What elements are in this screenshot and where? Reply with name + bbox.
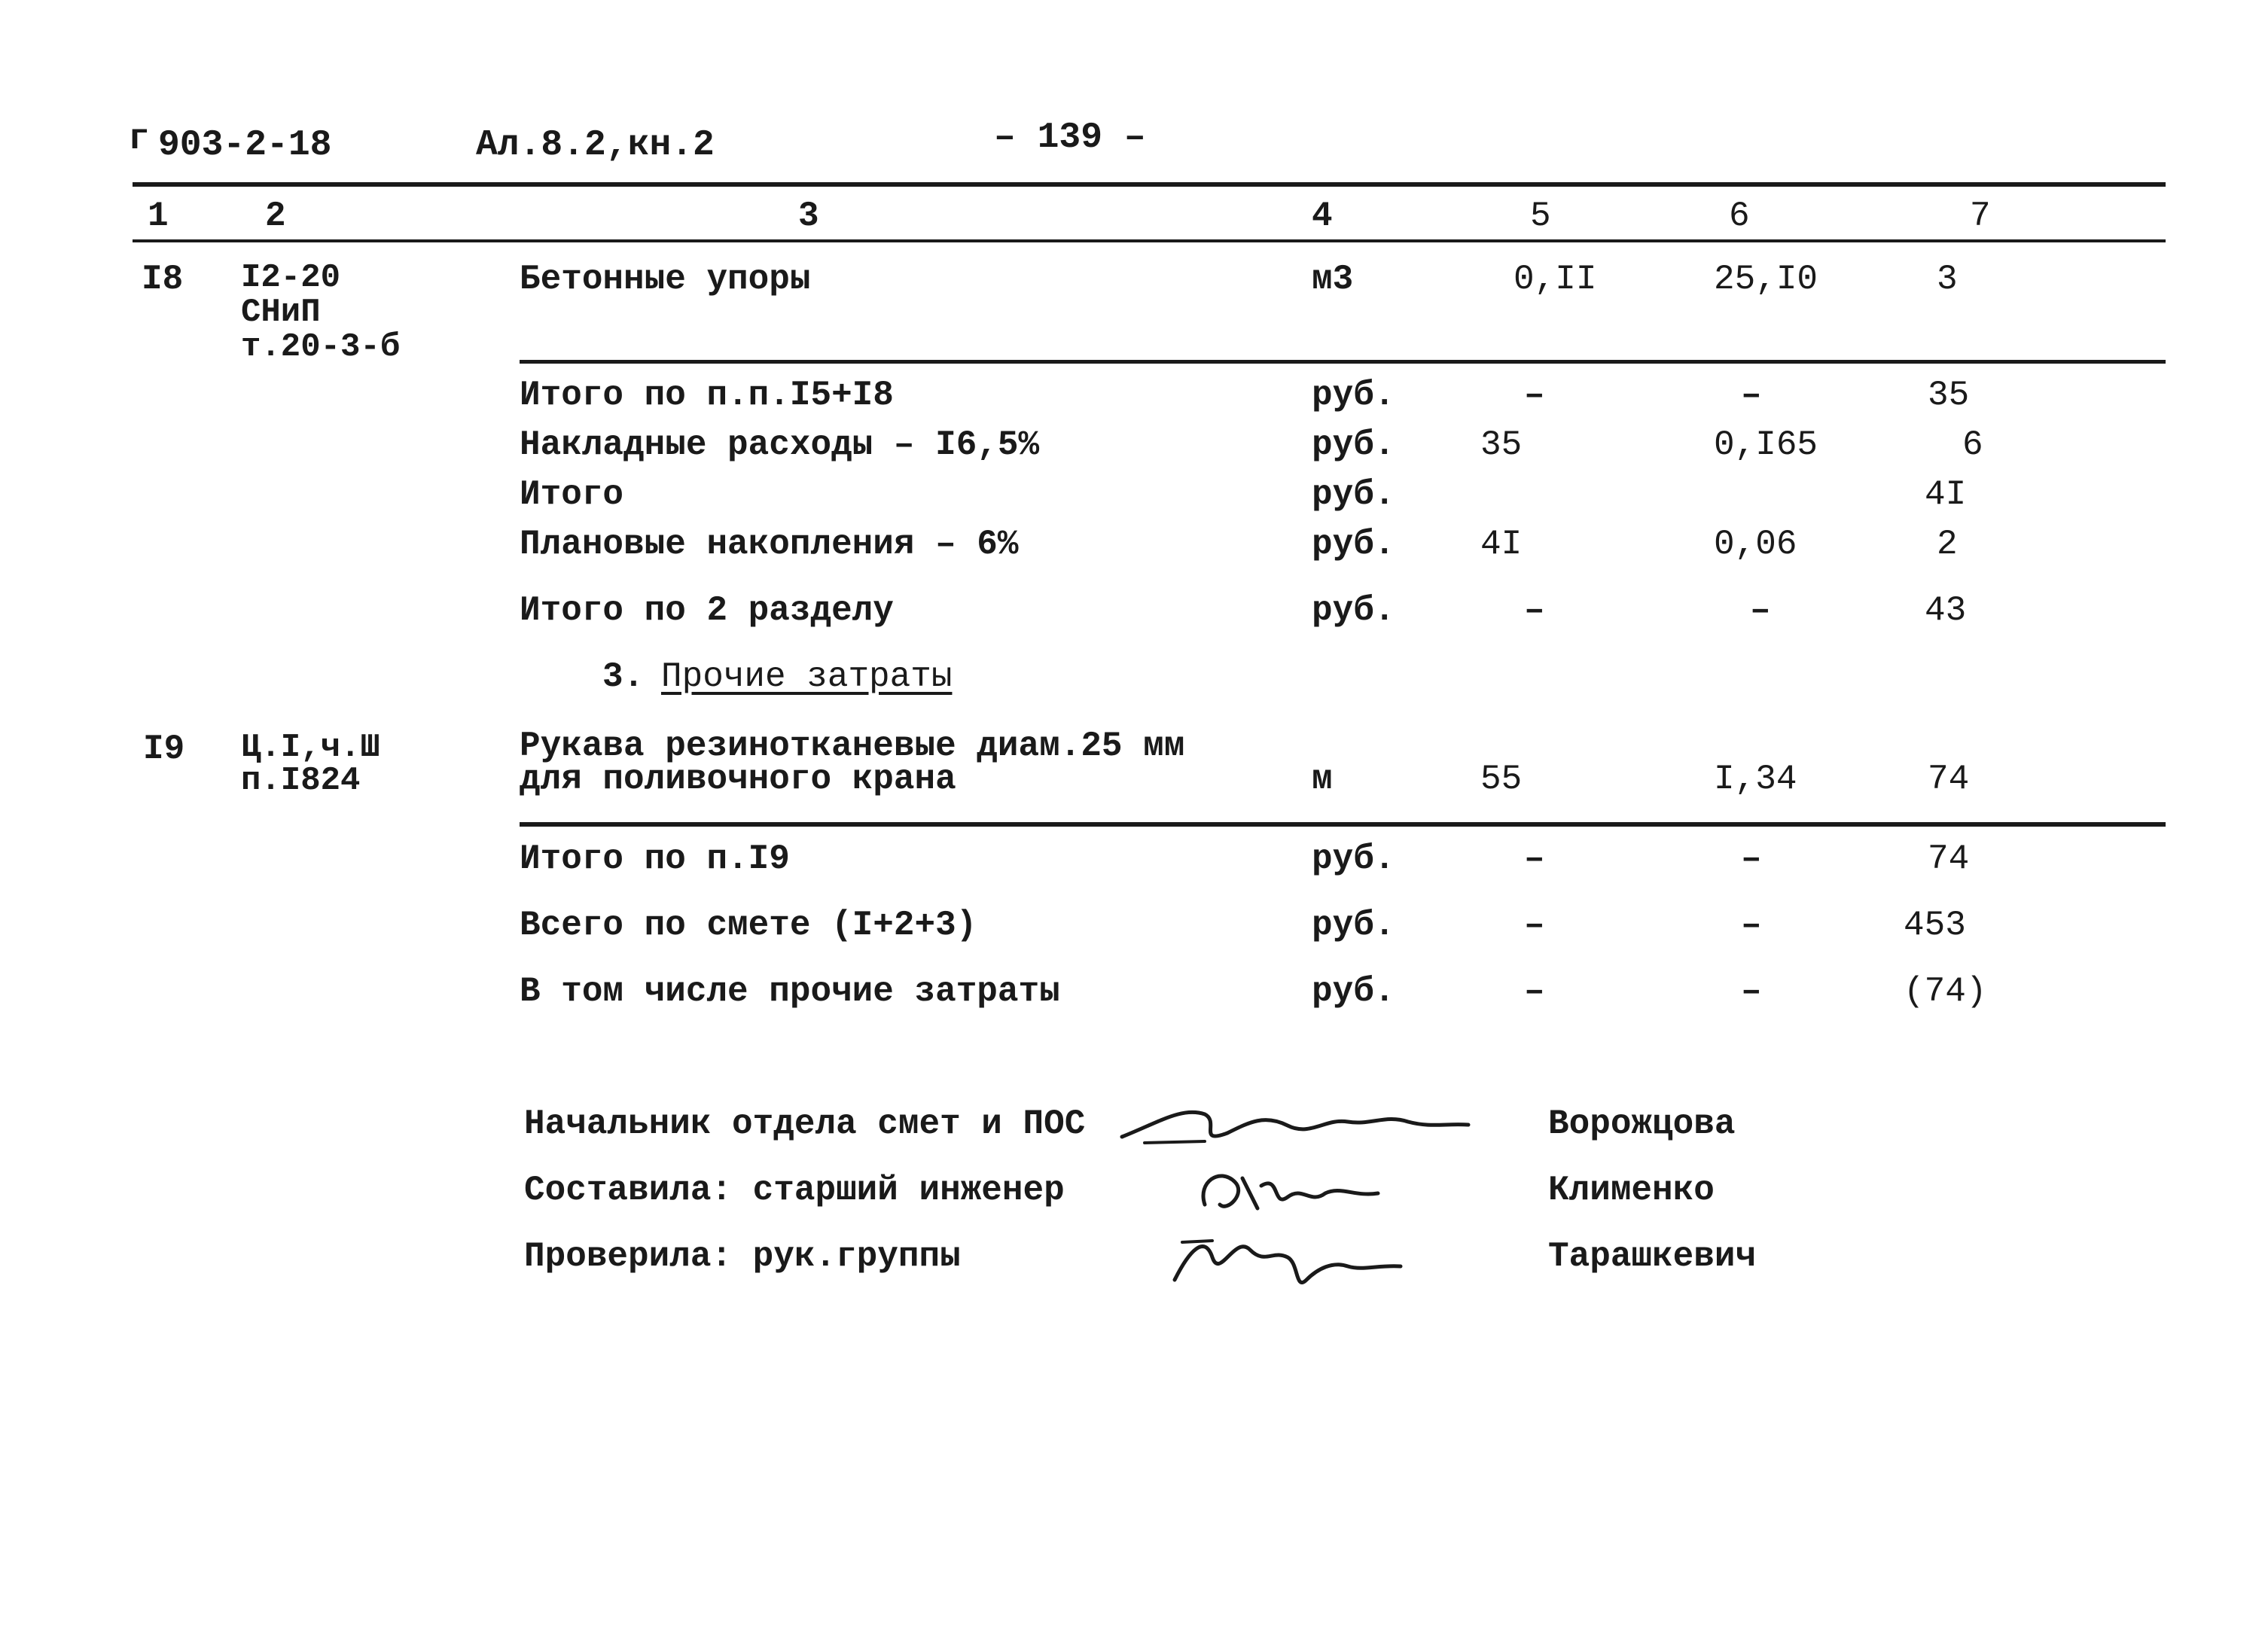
- column-header-2: 2: [265, 196, 286, 236]
- signatory-role: Проверила: рук.группы: [524, 1237, 961, 1276]
- album-reference: Ал.8.2,кн.2: [476, 125, 715, 166]
- unit-price: –: [1741, 906, 1762, 945]
- signatory-name: Клименко: [1548, 1171, 1715, 1210]
- price-reference-line: I2-20: [241, 259, 341, 297]
- handwritten-signature: [1190, 1152, 1416, 1227]
- quantity: –: [1524, 376, 1545, 415]
- item-name: В том числе прочие затраты: [520, 972, 1060, 1011]
- total-cost: 4I: [1925, 475, 1967, 514]
- unit: руб.: [1312, 839, 1395, 879]
- unit: м: [1312, 760, 1333, 799]
- total-cost: 43: [1925, 591, 1967, 630]
- item-name: Бетонные упоры: [520, 260, 811, 299]
- handwritten-signature: [1160, 1220, 1416, 1310]
- total-cost: 3: [1937, 260, 1958, 299]
- column-header-4: 4: [1312, 196, 1333, 236]
- unit: руб.: [1312, 591, 1395, 630]
- unit-price: –: [1741, 839, 1762, 879]
- header-rule-thick: [133, 182, 2166, 187]
- signatory-name: Тарашкевич: [1548, 1237, 1757, 1276]
- unit: м3: [1312, 260, 1354, 299]
- document-number: 903-2-18: [158, 125, 332, 166]
- unit-price: I,34: [1714, 760, 1797, 799]
- quantity: –: [1524, 839, 1545, 879]
- quantity: 55: [1480, 760, 1523, 799]
- column-header-5: 5: [1530, 196, 1551, 236]
- section-title: Прочие затраты: [661, 657, 953, 696]
- unit-price: –: [1750, 591, 1771, 630]
- corner-mark: г: [128, 119, 150, 160]
- unit: руб.: [1312, 376, 1395, 415]
- price-reference-line: т.20-3-б: [241, 328, 401, 366]
- item-name: Итого по 2 разделу: [520, 591, 894, 630]
- total-cost: 74: [1928, 760, 1970, 799]
- unit: руб.: [1312, 425, 1395, 465]
- signatory-name: Ворожцова: [1548, 1104, 1736, 1144]
- signatory-role: Начальник отдела смет и ПОС: [524, 1104, 1086, 1144]
- unit: руб.: [1312, 475, 1395, 514]
- total-cost: 2: [1937, 525, 1958, 564]
- total-cost: 35: [1928, 376, 1970, 415]
- item-name: Накладные расходы – I6,5%: [520, 425, 1040, 465]
- row-separator: [520, 822, 2166, 827]
- column-header-7: 7: [1970, 196, 1991, 236]
- unit-price: 0,06: [1714, 525, 1797, 564]
- quantity: –: [1524, 906, 1545, 945]
- item-name: Итого по п.п.I5+I8: [520, 376, 894, 415]
- header-rule-thin: [133, 239, 2166, 242]
- price-reference-line: п.I824: [241, 762, 361, 800]
- column-header-6: 6: [1729, 196, 1750, 236]
- quantity: –: [1524, 972, 1545, 1011]
- column-header-3: 3: [798, 196, 819, 236]
- row-number: I9: [143, 730, 185, 769]
- total-cost: 453: [1904, 906, 1966, 945]
- item-name: для поливочного крана: [520, 760, 956, 799]
- page-number: – 139 –: [994, 117, 1146, 158]
- signatory-role: Составила: старший инженер: [524, 1171, 1065, 1210]
- row-separator: [520, 360, 2166, 364]
- column-header-1: 1: [148, 196, 169, 236]
- handwritten-signature: [1114, 1092, 1476, 1159]
- total-cost: 6: [1962, 425, 1983, 465]
- unit-price: –: [1741, 972, 1762, 1011]
- row-number: I8: [142, 260, 184, 299]
- quantity: 0,II: [1514, 260, 1597, 299]
- item-name: Итого: [520, 475, 624, 514]
- unit-price: 0,I65: [1714, 425, 1818, 465]
- unit-price: –: [1741, 376, 1762, 415]
- price-reference-line: СНиП: [241, 294, 321, 331]
- unit-price: 25,I0: [1714, 260, 1818, 299]
- price-reference-line: Ц.I,ч.Ш: [241, 729, 380, 766]
- item-name: Итого по п.I9: [520, 839, 790, 879]
- quantity: 4I: [1480, 525, 1523, 564]
- total-cost: 74: [1928, 839, 1970, 879]
- quantity: 35: [1480, 425, 1523, 465]
- quantity: –: [1524, 591, 1545, 630]
- unit: руб.: [1312, 972, 1395, 1011]
- unit: руб.: [1312, 906, 1395, 945]
- item-name: Рукава резинотканевые диам.25 мм: [520, 727, 1185, 766]
- item-name: Плановые накопления – 6%: [520, 525, 1019, 564]
- total-cost: (74): [1904, 972, 1987, 1011]
- section-number: 3.: [602, 657, 645, 696]
- item-name: Всего по смете (I+2+3): [520, 906, 977, 945]
- unit: руб.: [1312, 525, 1395, 564]
